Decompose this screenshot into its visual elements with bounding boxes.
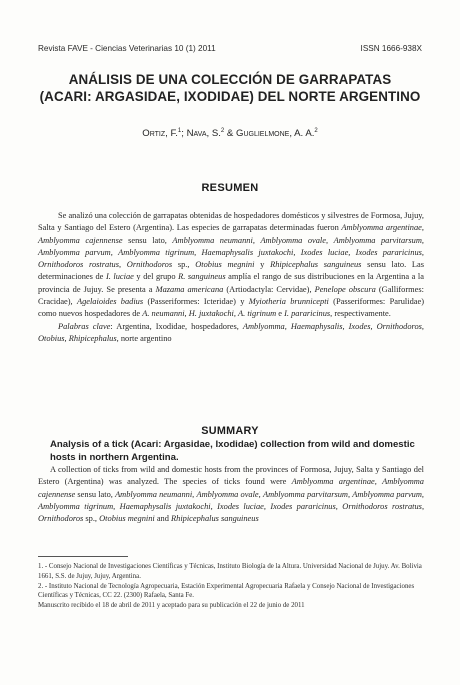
species-name: Otobius megnini xyxy=(99,514,155,524)
text-run: , xyxy=(113,501,120,511)
keyword: Amblyomma xyxy=(242,321,285,331)
species-name: Otobius megnini xyxy=(195,260,255,270)
text-run: amplía el rango de sus distribuciones en la Argentina a la provincia de Jujuy. Se presenta a xyxy=(38,272,424,294)
text-run: A collection of ticks from wild and domestic hosts from the provinces of Formosa, Jujuy, Salta y Santiago del Estero (Argentina) was analyzed. The species of ticks found were xyxy=(38,465,424,487)
species-name: Rhipicephalus sanguineus xyxy=(171,514,259,524)
species-name: Amblyomma argentinae xyxy=(341,223,422,233)
text-run: , xyxy=(263,501,271,511)
keyword: Ornithodoros xyxy=(376,321,422,331)
summary-heading: SUMMARY xyxy=(201,425,259,437)
text-run: , xyxy=(370,321,377,331)
species-name: Ixodes pararicinus xyxy=(355,247,422,257)
text-run: Se analizó una colección de garrapatas obtenidas de hospedadores domésticos y silvestres de Formosa, Jujuy, Salta y Santiago del Estero (Argentina). Las especies de garrapatas determinadas fueron xyxy=(38,211,424,233)
text-run: , xyxy=(342,321,349,331)
keyword: Ixodes xyxy=(348,321,371,331)
species-name: Amblyomma parvum xyxy=(38,247,111,257)
text-run: , xyxy=(184,309,189,319)
text-run: (Galliformes: Cracidae), xyxy=(38,284,424,307)
text-run: , respectivamente. xyxy=(330,309,391,319)
species-name: Amblyomma cajennense xyxy=(38,235,123,245)
text-run: , norte argentino xyxy=(116,333,172,343)
text-run: : Argentina, Ixodidae, hospedadores, xyxy=(110,321,243,331)
keyword: Otobius xyxy=(38,333,65,343)
title-line-2: (ACARI: ARGASIDAE, IXODIDAE) DEL NORTE ARGENTINO xyxy=(39,89,421,104)
species-name: Rhipicephalus sanguineus xyxy=(270,260,362,270)
resumen-body xyxy=(38,210,424,345)
text-run: , xyxy=(252,235,261,245)
text-run: (Passeriformes: Icteridae) y xyxy=(143,297,249,307)
text-run: and xyxy=(154,514,172,524)
resumen-heading: RESUMEN xyxy=(201,182,259,194)
running-header xyxy=(38,44,422,53)
author-separator: & xyxy=(224,128,236,140)
species-name: Ornithodoros rostratus xyxy=(38,260,119,270)
species-name: Amblyomma tigrinum xyxy=(38,501,114,511)
species-name: A. neumanni xyxy=(142,309,185,319)
journal-citation: Revista FAVE - Ciencias Veterinarias 10 (1) 2011 xyxy=(38,44,216,53)
text-run: , xyxy=(284,321,291,331)
author-separator: ; xyxy=(181,128,187,140)
species-name: Amblyomma parvitarsum xyxy=(262,489,348,499)
text-run: e xyxy=(276,309,285,319)
text-run: , xyxy=(374,477,383,487)
species-name: Amblyomma parvum xyxy=(352,489,422,499)
species-name: Mazama americana xyxy=(155,284,224,294)
text-run: , xyxy=(421,321,425,331)
text-run: , xyxy=(192,489,197,499)
summary-subtitle: Analysis of a tick (Acari: Argasidae, Ixodidae) collection from wild and domestic hosts in northern Argentina. xyxy=(50,439,415,463)
text-run: , xyxy=(421,489,425,499)
footnote-divider xyxy=(38,556,128,557)
text-run: , xyxy=(421,247,424,257)
text-run: , xyxy=(421,235,424,245)
species-name: Amblyomma cajennense xyxy=(38,477,424,499)
footnote-1: 1. - Consejo Nacional de Investigaciones Científicas y Técnicas, Instituto Biología de la Altura. Universidad Nacional de Jujuy. Av. Bolivia 1661, S.S. de Jujuy, Jujuy, Argentina. xyxy=(38,563,422,580)
species-name: Agelaioides badius xyxy=(76,297,144,307)
text-run: , xyxy=(194,247,202,257)
species-name: Amblyomma parvitarsum xyxy=(333,235,422,245)
footnote-2: 2. - Instituto Nacional de Tecnología Agropecuaria, Estación Experimental Agropecuaria Rafaela y Consejo Nacional de Investigaciones Científicas y Técnicas, CC 22. (2300) Rafaela, Santa Fe. xyxy=(38,582,415,600)
summary-body xyxy=(38,464,424,525)
text-run: sp., xyxy=(83,514,100,524)
text-run: sp., xyxy=(172,260,196,270)
text-run: , xyxy=(233,309,239,319)
affiliation-mark: 2 xyxy=(314,128,318,134)
species-name: Amblyomma ovale xyxy=(260,235,326,245)
article-title xyxy=(20,71,440,105)
text-run: sensu lato. Las determinaciones de xyxy=(38,260,425,282)
species-name: Ornithodoros rostratus xyxy=(342,501,422,511)
text-run: , xyxy=(110,247,119,257)
species-name: Ornithodoros xyxy=(38,514,84,524)
footnotes xyxy=(38,562,424,611)
text-run: (Artiodactyla: Cervidae), xyxy=(223,284,315,294)
species-name: Haemaphysalis juxtakochi xyxy=(201,247,294,257)
affiliation-mark: 2 xyxy=(220,128,225,134)
text-run: , xyxy=(335,501,343,511)
species-name: I. pararicinus xyxy=(284,309,331,319)
species-name: Ixodes luciae xyxy=(300,247,349,257)
title-line-1: ANÁLISIS DE UNA COLECCIÓN DE GARRAPATAS xyxy=(68,72,392,87)
author-ortiz: Ortiz, F. xyxy=(142,128,178,140)
species-name: R. sanguineus xyxy=(178,272,226,282)
text-run: , xyxy=(293,247,301,257)
species-name: Amblyomma neumanni xyxy=(172,235,253,245)
text-run: , xyxy=(421,501,425,511)
keywords-paragraph xyxy=(38,321,424,346)
text-run: y xyxy=(254,260,271,270)
keyword: Rhipicephalus xyxy=(68,333,117,343)
species-name: Ixodes luciae xyxy=(217,501,264,511)
text-run: , xyxy=(258,489,263,499)
text-run: , xyxy=(421,223,424,233)
species-name: Myiotheria brunnicepti xyxy=(248,297,329,307)
summary-paragraph xyxy=(38,464,424,525)
text-run: sensu lato, xyxy=(122,235,173,245)
author-nava: Nava, S. xyxy=(186,128,221,140)
text-run: y del grupo xyxy=(133,272,179,282)
species-name: Amblyomma tigrinum xyxy=(118,247,195,257)
author-list xyxy=(0,128,460,139)
species-name: A. tigrinum xyxy=(238,309,277,319)
species-name: Penelope obscura xyxy=(314,284,376,294)
text-run: , xyxy=(348,247,356,257)
issn-label: ISSN 1666-938X xyxy=(360,44,422,53)
text-run: , xyxy=(118,260,127,270)
affiliation-mark: 1 xyxy=(177,128,182,134)
species-name: Ornithodoros xyxy=(126,260,173,270)
received-note: Manuscrito recibido el 18 de abril de 2011 y aceptado para su publicación el 22 de junio de 2011 xyxy=(38,602,305,610)
species-name: H. juxtakochi xyxy=(188,309,234,319)
text-run: , xyxy=(64,333,69,343)
species-name: Amblyomma argentinae xyxy=(291,477,375,487)
species-name: Amblyomma ovale xyxy=(196,489,259,499)
text-run: , xyxy=(210,501,218,511)
species-name: Ixodes pararicinus xyxy=(270,501,336,511)
species-name: Amblyomma neumanni xyxy=(115,489,193,499)
text-run: sensu lato, xyxy=(75,489,116,499)
text-run: (Passeriformes: Parulidae) como nuevos hospedadores de xyxy=(38,297,424,319)
text-run: , xyxy=(347,489,353,499)
species-name: Haemaphysalis juxtakochi xyxy=(119,501,211,511)
keywords-label: Palabras clave xyxy=(58,321,111,331)
author-guglielmone: Guglielmone, A. A. xyxy=(235,128,315,140)
resumen-paragraph xyxy=(38,210,424,321)
text-run: , xyxy=(325,235,334,245)
keyword: Haemaphysalis xyxy=(290,321,343,331)
species-name: I. luciae xyxy=(105,272,134,282)
